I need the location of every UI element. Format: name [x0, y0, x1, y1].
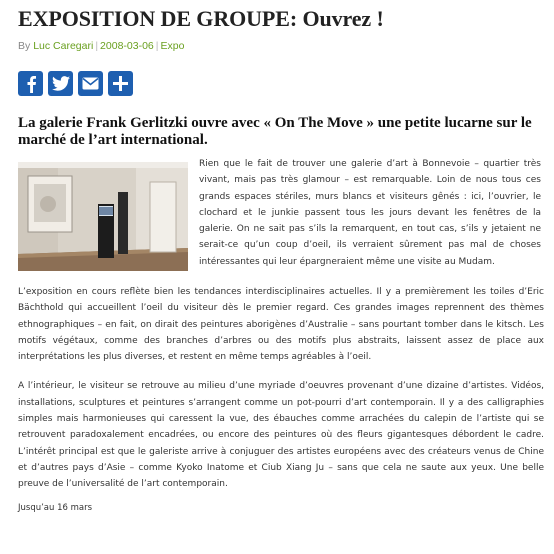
exhibition-end-note: Jusqu’au 16 mars — [18, 502, 93, 513]
article-title: EXPOSITION DE GROUPE: Ouvrez ! — [18, 6, 384, 31]
gallery-photo — [18, 162, 188, 271]
facebook-icon — [24, 75, 38, 93]
article-lead: La galerie Frank Gerlitzki ouvre avec « On The Move » une petite lucarne sur le marché de l’art international. — [18, 115, 532, 148]
byline-prefix: By — [18, 40, 31, 52]
more-share-button[interactable] — [108, 71, 133, 96]
email-share-button[interactable] — [78, 71, 103, 96]
article-meta — [18, 40, 544, 54]
gallery-interior-image — [18, 162, 188, 271]
paragraph-2: L’exposition en cours reflète bien les tendances interdisciplinaires actuelles. Il y a premièrement les toiles d’Eric Bächthold qui accueillent l’oeil du visiteur dès le premier regard. Ces grandes images reprennent des thèmes ethnographiques – en fait, on dirait des peintures aborigènes d’Australie – sans pourtant tomber dans le kitsch. Les motifs végétaux, comme des branches d’arbres ou des motifs plus abstraits, laissent assez de place aux interprétations les plus diverses, et restent en même temps agréables à l’oeil. — [18, 287, 544, 363]
twitter-icon — [52, 76, 70, 91]
meta-separator: | — [155, 40, 159, 52]
intro-paragraph: Rien que le fait de trouver une galerie d’art à Bonnevoie – quartier très vivant, mais pas très glamour – est remarquable. Loin de nous tous ces grands espaces stériles, murs blancs et visiteurs gênés : ici, l’ouvrier, le clochard et le junkie passent tous les jours devant les fenêtres de la galerie. On ne sait pas s’ils la remarquent, en tout cas, s’ils y jetaient ne serait-ce qu’un coup d’oeil, ils verraient sûrement pas mal de choses intéressantes qui leur épargneraient même une visite au Mudam. — [199, 159, 541, 267]
share-bar — [18, 71, 544, 97]
article-date: 2008-03-06 — [100, 40, 154, 52]
twitter-share-button[interactable] — [48, 71, 73, 96]
email-icon — [82, 77, 99, 90]
article — [18, 6, 544, 513]
plus-icon — [113, 76, 128, 91]
category-link[interactable]: Expo — [160, 40, 185, 52]
facebook-share-button[interactable] — [18, 71, 43, 96]
meta-separator: | — [95, 40, 99, 52]
article-intro — [18, 156, 544, 271]
author-link[interactable]: Luc Caregari — [33, 40, 94, 52]
paragraph-3: A l’intérieur, le visiteur se retrouve au milieu d’une myriade d’oeuvres provenant d’une dizaine d’artistes. Vidéos, installations, sculptures et peintures s’arrangent comme un pot-pourri d’art contemporain. Il y a des calligraphies simples mais harmonieuses qui caressent la vue, des ébauches comme arrachées du calepin de l’artiste qui se retrouvent paradoxalement encadrées, ou encore des peintures où des fleurs gigantesques débordent le cadre. L’intérêt principal est que le galeriste arrive à conjuguer des artistes européens avec des créateurs venus de Chine et d’autres pays d’Asie – comme Kyoko Inatome et Ciub Xiang Ju – sans que cela ne saute aux yeux. Une belle preuve de l’universalité de l’art contemporain. — [18, 381, 544, 490]
